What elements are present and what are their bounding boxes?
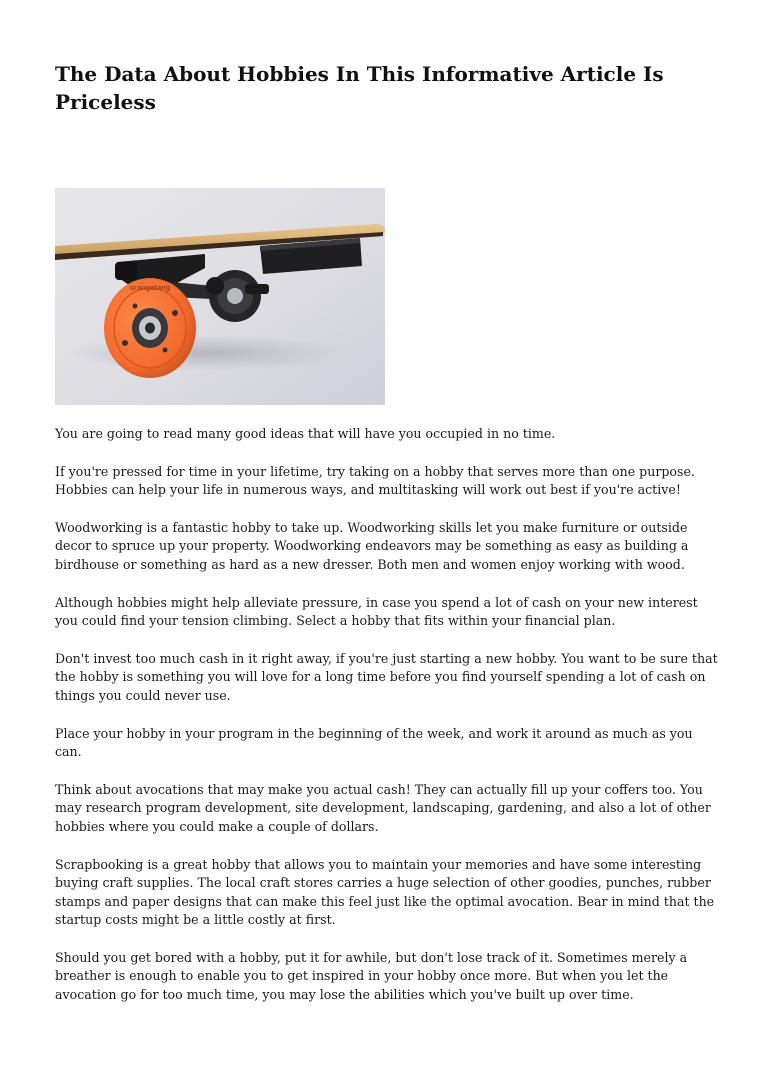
wheel-brand-label: orangatang	[129, 284, 171, 292]
paragraph: Scrapbooking is a great hobby that allows you to maintain your memories and have some interesting buying craft supplies. The local craft stores carries a huge selection of other goodies, punches, rubber stamps and paper designs that can make this feel just like the optimal avocation. Bear in mind that the startup costs might be a little costly at first.	[55, 856, 715, 928]
electric-skateboard-photo	[55, 188, 385, 405]
article-title: The Data About Hobbies In This Informative Article Is Priceless	[55, 62, 664, 114]
article-body	[55, 425, 720, 1024]
paragraph: Although hobbies might help alleviate pressure, in case you spend a lot of cash on your new interest you could find your tension climbing. Select a hobby that fits within your financial plan.	[55, 594, 698, 629]
paragraph: Don't invest too much cash in it right away, if you're just starting a new hobby. You want to be sure that the hobby is something you will love for a long time before you find yourself spending a lot of cash on things you could never use.	[55, 650, 718, 703]
paragraph: Woodworking is a fantastic hobby to take up. Woodworking skills let you make furniture or outside decor to spruce up your property. Woodworking endeavors may be something as easy as building a birdhouse or something as hard as a new dresser. Both men and women enjoy working with wood.	[55, 519, 689, 572]
paragraph: If you're pressed for time in your lifetime, try taking on a hobby that serves more than one purpose. Hobbies can help your life in numerous ways, and multitasking will work out best if you're active!	[55, 463, 695, 498]
paragraph: Should you get bored with a hobby, put it for awhile, but don't lose track of it. Sometimes merely a breather is enough to enable you to get inspired in your hobby once more. But when you let the avocation go for too much time, you may lose the abilities which you've built up over time.	[55, 949, 688, 1003]
paragraph: You are going to read many good ideas that will have you occupied in no time.	[55, 426, 556, 441]
paragraph: Think about avocations that may make you actual cash! They can actually fill up your coffers too. You may research program development, site development, landscaping, gardening, and also a lot of other hobbies where you could make a couple of dollars.	[55, 781, 711, 834]
orange-wheel	[104, 278, 196, 378]
paragraph: Place your hobby in your program in the beginning of the week, and work it around as much as you can.	[55, 725, 693, 760]
